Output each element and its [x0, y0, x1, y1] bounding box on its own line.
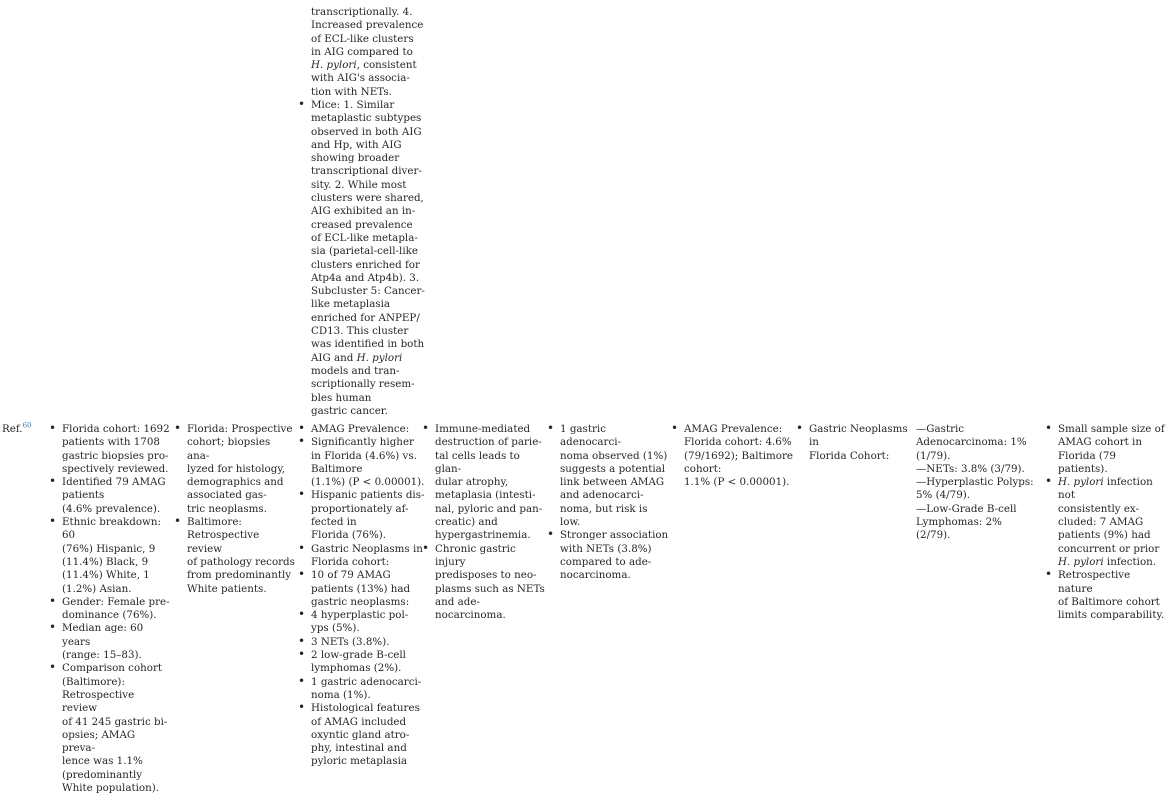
- col2-item: • Florida: Prospective cohort; biopsies ana- lyzed for histology, demographics and associated gas- tric neoplasms.: [187, 423, 295, 516]
- col6-prevalence: [684, 423, 794, 489]
- col8-line: —Hyperplastic Polyps: 5% (4/79).: [916, 476, 1034, 502]
- col5-cancer-risk: [560, 423, 670, 583]
- col5-item: • Stronger association with NETs (3.8%) compared to ade- nocarcinoma.: [560, 529, 670, 582]
- col7-item: • Gastric Neoplasms in Florida Cohort:: [809, 423, 919, 463]
- reference-label: [2, 423, 42, 436]
- reference-superscript-link[interactable]: 60: [22, 421, 32, 430]
- col9-item: • H. pylori infection not consistently ex- cluded: 7 AMAG patients (9%) had concurrent or prior H. pylori infection.: [1058, 476, 1165, 569]
- col8-line: —Gastric Adenocarcinoma: 1% (1/79).: [916, 423, 1027, 462]
- col6-item: • AMAG Prevalence: Florida cohort: 4.6% (79/1692); Baltimore cohort: 1.1% (P < 0.00001).: [684, 423, 794, 489]
- col3-item: • Gastric Neoplasms in Florida cohort:: [311, 543, 431, 570]
- col1-item: • Median age: 60 years (range: 15–83).: [62, 622, 170, 662]
- prev-row-col4-list: [311, 99, 431, 418]
- col8-line: —Low-Grade B-cell Lymphomas: 2% (2/79).: [916, 502, 1017, 542]
- col2-study-design: [187, 423, 295, 596]
- col3-item: • Hispanic patients dis- proportionately af- fected in Florida (76%).: [311, 489, 431, 542]
- prev-row-col4-continued-text: transcriptionally. 4. Increased prevalence of ECL-like clusters in AIG compared to H. pylori, consistent with AIG's associa- tion with NETs.: [311, 6, 424, 98]
- col3-item: • Histological features of AMAG included oxyntic gland atro- phy, intestinal and pyloric metaplasia: [311, 702, 431, 768]
- col3-item: • 4 hyperplastic pol- yps (5%).: [311, 609, 431, 636]
- col3-item: • Significantly higher in Florida (4.6%) vs. Baltimore (1.1%) (P < 0.00001).: [311, 436, 431, 489]
- col1-item: • Comparison cohort (Baltimore): Retrospective review of 41 245 gastric bi- opsies; AMAG preva- lence was 1.1% (predominantly White population).: [62, 662, 170, 795]
- col8-neoplasm-breakdown: [916, 423, 1041, 543]
- reference-label-text: Ref.: [2, 423, 23, 435]
- col3-item: • AMAG Prevalence:: [311, 423, 431, 436]
- col1-item: • Ethnic breakdown: 60 (76%) Hispanic, 9 (11.4%) Black, 9 (11.4%) White, 1 (1.2%) Asian.: [62, 516, 170, 596]
- col4-item: • Immune-mediated destruction of parie- tal cells leads to glan- dular atrophy, metaplasia (intesti- nal, pyloric and pan- creatic) and hypergastrinemia.: [435, 423, 545, 543]
- col9-item: • Small sample size of AMAG cohort in Florida (79 patients).: [1058, 423, 1165, 476]
- col3-item: • 2 low-grade B-cell lymphomas (2%).: [311, 649, 431, 676]
- col4-item: • Chronic gastric injury predisposes to neo- plasms such as NETs and ade- nocarcinoma.: [435, 543, 545, 623]
- col3-item: • 1 gastric adenocarci- noma (1%).: [311, 676, 431, 703]
- col1-item: • Identified 79 AMAG patients (4.6% prevalence).: [62, 476, 170, 516]
- col5-item: • 1 gastric adenocarci- noma observed (1%) suggests a potential link between AMAG and adenocarci- noma, but risk is low.: [560, 423, 670, 529]
- col3-item: • 10 of 79 AMAG patients (13%) had gastric neoplasms:: [311, 569, 431, 609]
- col4-mechanisms: [435, 423, 545, 622]
- col1-study-population: [62, 423, 170, 795]
- col7-neoplasms: [809, 423, 919, 463]
- col1-item: • Gender: Female pre- dominance (76%).: [62, 596, 170, 623]
- col3-item: • 3 NETs (3.8%).: [311, 636, 431, 649]
- col2-item: • Baltimore: Retrospective review of pathology records from predominantly White patients.: [187, 516, 295, 596]
- col8-line: —NETs: 3.8% (3/79).: [916, 462, 1025, 475]
- col9-limitations: [1058, 423, 1165, 622]
- col3-key-findings: [311, 423, 431, 769]
- col9-item: • Retrospective nature of Baltimore cohort limits comparability.: [1058, 569, 1165, 622]
- mice-findings-item: • Mice: 1. Similar metaplastic subtypes observed in both AIG and Hp, with AIG showing broader transcriptional diver- sity. 2. While most clusters were shared, AIG exhibited an in- creased prevalence of ECL-like metapla- sia (parietal-cell-like clusters enriched for Atp4a and Atp4b). 3. Subcluster 5: Cancer- like metaplasia enriched for ANPEP/ CD13. This cluster was identified in both AIG and H. pylori models and tran- scriptionally resem- bles human gastric cancer.: [311, 99, 431, 418]
- col1-item: • Florida cohort: 1692 patients with 1708 gastric biopsies pro- spectively reviewed.: [62, 423, 170, 476]
